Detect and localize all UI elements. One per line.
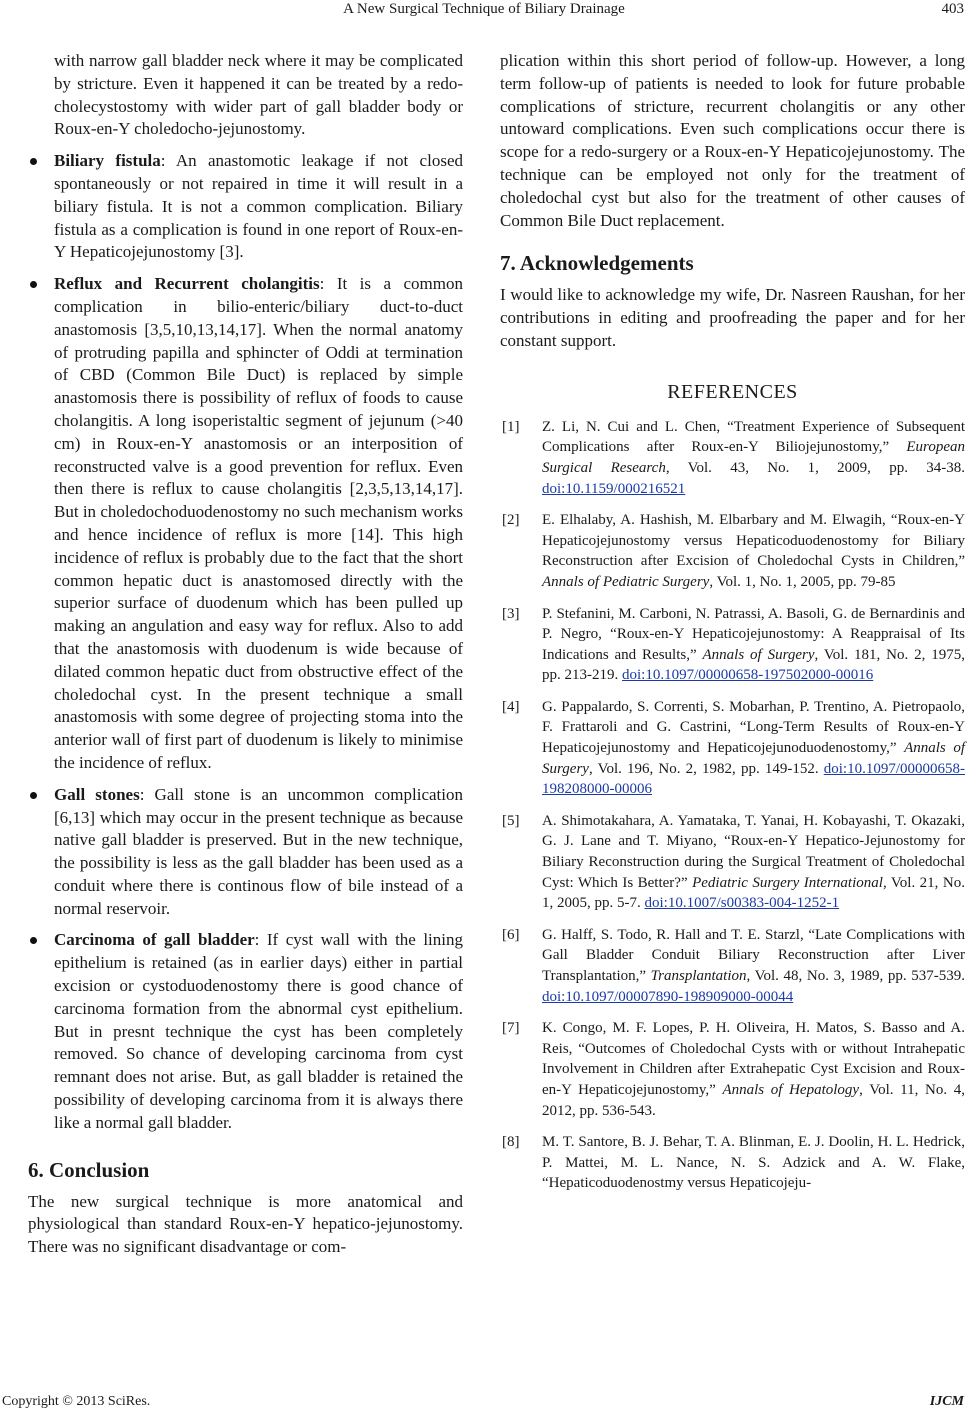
bullet-icon — [30, 281, 37, 288]
bullet-reflux-cholangitis — [28, 273, 463, 775]
reference-doi-link[interactable]: doi:10.1097/00007890-198909000-00044 — [542, 988, 794, 1005]
references-heading: REFERENCES — [667, 380, 798, 403]
bullet-term: Carcinoma of gall bladder — [54, 930, 255, 950]
reference-number: [7] — [502, 1020, 520, 1037]
reference-item — [500, 1132, 965, 1194]
reference-number: [5] — [502, 812, 520, 829]
reference-authors: G. Pappalardo, S. Correnti, S. Mobarhan, P. Trentino, A. Pietropaolo, F. Frattaroli and G. Castrini, “Long-Term Results of Roux-en-Y Hepaticojejunostomy and Hepaticojejunoduodenostomy,” — [542, 698, 965, 757]
reference-item — [500, 510, 965, 592]
reference-authors: M. T. Santore, B. J. Behar, T. A. Blinman, E. J. Doolin, H. L. Hedrick, P. Mattei, M. L. Nance, N. S. Adzick and A. W. Flake, “Hepaticoduodenostmy versus Hepaticojeju- — [542, 1134, 965, 1192]
right-column — [500, 50, 965, 1205]
reference-journal: Transplantation — [650, 968, 747, 985]
reference-details: , Vol. 196, No. 2, 1982, pp. 149-152. — [588, 760, 824, 777]
running-title: A New Surgical Technique of Biliary Drainage — [343, 1, 625, 17]
reference-number: [1] — [502, 418, 520, 435]
reference-authors: A. Shimotakahara, A. Yamataka, T. Yanai, H. Kobayashi, T. Okazaki, G. J. Lane and T. Miyano, “Roux-en-Y Hepatico-Jejunostomy for Biliary Reconstruction during the Surgical Treatment of Choledochal Cyst: Which Is Better?” — [542, 812, 965, 891]
reference-journal: Annals of Hepatology — [722, 1081, 860, 1098]
bullet-term: Biliary fistula — [54, 151, 161, 171]
conclusion-continuation: plication within this short period of follow-up. However, a long term follow-up of patients is needed to look for future probable complications of stricture, recurrent cholangitis or any other untoward complications. Even such complications occur there is scope for a redo-surgery or a Roux-en-Y Hepaticojejunostomy. The technique can be employed not only for the treatment of choledochal cyst but also for the treatment of other causes of Common Bile Duct replacement. — [500, 51, 965, 230]
journal-abbreviation: IJCM — [929, 1394, 964, 1409]
left-column — [28, 50, 463, 1259]
reference-number: [2] — [502, 512, 520, 529]
reference-details: , Vol. 11, No. 4, 2012, pp. 536-543. — [542, 1081, 966, 1119]
paragraph-continuation: with narrow gall bladder neck where it may be complicated by stricture. Even it happened it can be treated by a redo-cholecystostomy with wider part of gall bladder body or Roux-en-Y choledocho-jejunostomy. — [54, 51, 463, 139]
bullet-term: Gall stones — [54, 784, 140, 804]
reference-journal: Annals of Surgery — [702, 646, 815, 663]
bullet-icon — [30, 792, 37, 799]
reference-journal: European Surgical Research — [542, 439, 965, 476]
reference-number: [3] — [502, 605, 520, 622]
reference-details: , Vol. 21, No. 1, 2005, pp. 5-7. — [542, 874, 965, 912]
acknowledgements-paragraph: I would like to acknowledge my wife, Dr. Nasreen Raushan, for her contributions in editing and proofreading the paper and for her constant support. — [500, 285, 965, 350]
reference-authors: K. Congo, M. F. Lopes, P. H. Oliveira, H. Matos, S. Basso and A. Reis, “Outcomes of Choledochal Cysts with or without Intrahepatic Involvement in Children after Extrahepatic Cyst Excision and Roux-en-Y Hepaticojejunostomy,” — [542, 1020, 965, 1098]
reference-details: , Vol. 43, No. 1, 2009, pp. 34-38. — [665, 459, 966, 476]
reference-authors: G. Halff, S. Todo, R. Hall and T. E. Starzl, “Late Complications with Gall Bladder Conduit Biliary Reconstruction after Liver Transplantation,” — [542, 926, 965, 985]
reference-item — [500, 697, 965, 800]
reference-doi-link[interactable]: doi:10.1097/00000658-197502000-00016 — [622, 667, 874, 684]
reference-number: [4] — [502, 698, 520, 715]
reference-number: [8] — [502, 1134, 520, 1151]
bullet-gall-stones — [28, 784, 463, 921]
bullet-text: : It is a common complication in bilio-enteric/biliary duct-to-duct anastomosis [3,5,10,13,14,17]. When the normal anatomy of protruding papilla and sphincter of Oddi at termination of CBD (Common Bile Duct) is replaced by simple anastomosis there is possibility of reflux of foods to cause cholangitis. A long isoperistaltic segment of jejunum (>40 cm) in Roux-en-Y anastomosis or an interposition of reconstructed valve is a good prevention for reflux. Even then there is reflux to cause cholangitis [2,3,5,13,14,17]. But in choledochoduodenostomy no such mechanism works and hence incidence of reflux is more [14]. This high incidence of reflux is probably due to the fact that the short common hepatic duct is anastomosed directly with the superior surface of duodenum which has been pulled up making an angulation and easy way for reflux. Also to add that the anastomosis with duodenum is wide because of dilated common hepatic duct from obstructive effect of the choledochal cyst. In the present technique a small anastomosis with some degree of projecting stoma into the anterior wall of first part of duodenum is likely to minimise the incidence of reflux. — [54, 274, 463, 772]
reference-journal: Annals of Pediatric Surgery — [542, 573, 710, 590]
reference-item — [500, 925, 965, 1007]
conclusion-heading: 6. Conclusion — [28, 1157, 150, 1182]
copyright-notice: Copyright © 2013 SciRes. — [2, 1394, 151, 1409]
reference-authors: P. Stefanini, M. Carboni, N. Patrassi, A. Basoli, G. de Bernardinis and P. Negro, “Roux-en-Y Hepaticojejunostomy: A Reappraisal of Its Indications and Results,” — [542, 605, 965, 663]
page-number: 403 — [941, 1, 964, 17]
bullet-biliary-fistula — [28, 150, 463, 264]
reference-number: [6] — [502, 926, 520, 943]
reference-doi-link[interactable]: doi:10.1097/00000658-198208000-00006 — [542, 760, 965, 798]
bullet-icon — [30, 937, 37, 944]
reference-doi-link[interactable]: doi:10.1159/000216521 — [542, 480, 686, 497]
reference-item — [500, 1018, 965, 1121]
page-footer — [0, 1394, 968, 1414]
bullet-text: : An anastomotic leakage if not closed spontaneously or not repaired in time it will result in a biliary fistula. It is not a common complication. Biliary fistula as a complication is found in one report of Roux-en-Y Hepaticojejunostomy [3]. — [54, 151, 463, 262]
reference-authors: E. Elhalaby, A. Hashish, M. Elbarbary and M. Elwagih, “Roux-en-Y Hepaticojejunostomy versus Hepaticoduodenostomy for Biliary Reconstruction after Excision of Choledochal Cysts in Children,” — [542, 512, 965, 570]
reference-authors: Z. Li, N. Cui and L. Chen, “Treatment Experience of Subsequent Complications after Roux-en-Y Biliojejunostomy,” — [542, 418, 965, 456]
running-header — [0, 0, 968, 22]
bullet-icon — [30, 158, 37, 165]
conclusion-paragraph: The new surgical technique is more anatomical and physiological than standard Roux-en-Y hepatico-jejunostomy. There was no significant disadvantage or com- — [28, 1191, 463, 1257]
bullet-text: : Gall stone is an uncommon complication [6,13] which may occur in the present technique as because native gall bladder is preserved. But in the new technique, the possibility is less as the gall bladder has been used as a conduit where there is continous flow of bile instead of a normal reservoir. — [54, 784, 463, 918]
reference-item — [500, 811, 965, 914]
reference-details: , Vol. 181, No. 2, 1975, pp. 213-219. — [542, 646, 965, 684]
reference-item — [500, 417, 965, 499]
reference-journal: Pediatric Surgery International — [692, 874, 883, 891]
reference-details: , Vol. 48, No. 3, 1989, pp. 537-539. — [746, 968, 965, 985]
bullet-text: : If cyst wall with the lining epithelium is retained (as in earlier days) either in partial excision or cystoduodenostomy there is good chance of carcinoma formation from the abnormal cyst epithelium. But in presnt technique the cyst has been completely removed. So chance of developing carcinoma from cyst remnant does not arise. But, as gall bladder is retained the possibility of developing carcinoma from it is always there like a normal gall bladder. — [54, 930, 464, 1132]
reference-item — [500, 604, 965, 686]
bullet-carcinoma — [28, 929, 463, 1134]
reference-details: , Vol. 1, No. 1, 2005, pp. 79-85 — [709, 573, 896, 590]
acknowledgements-heading: 7. Acknowledgements — [500, 251, 694, 276]
reference-journal: Annals of Surgery — [542, 740, 965, 777]
reference-doi-link[interactable]: doi:10.1007/s00383-004-1252-1 — [644, 895, 840, 912]
bullet-term: Reflux and Recurrent cholangitis — [54, 274, 320, 294]
